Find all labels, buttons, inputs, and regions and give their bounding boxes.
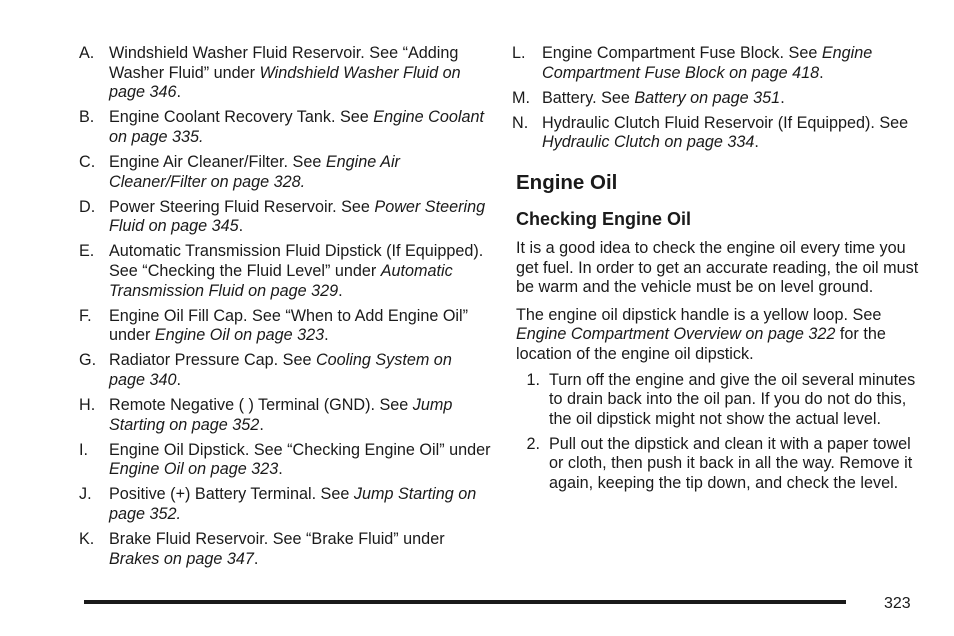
- item-body: [109, 44, 491, 103]
- item-body: [109, 153, 491, 192]
- cross-reference[interactable]: Battery on page 351: [634, 88, 781, 107]
- item-text: Battery. See: [542, 88, 635, 107]
- item-letter: [79, 242, 109, 301]
- cross-reference[interactable]: Hydraulic Clutch on page 334: [542, 133, 755, 152]
- item-after: .: [259, 415, 264, 434]
- cross-reference[interactable]: Engine Oil on page 323: [109, 460, 279, 479]
- item-body: [542, 114, 922, 153]
- item-text: Engine Coolant Recovery Tank. See: [109, 108, 374, 127]
- item-letter-text: M.: [512, 88, 530, 107]
- step-text: Pull out the dipstick and clean it with a paper towel or cloth, then push it back in all the way. Remove it again, keeping the tip down, and check the level.: [549, 434, 913, 492]
- list-item: [79, 153, 491, 192]
- item-letter: [79, 44, 109, 103]
- item-body: [109, 307, 491, 346]
- item-after: .: [238, 217, 244, 236]
- item-body: [109, 396, 491, 435]
- item-body: [109, 198, 491, 237]
- cross-reference[interactable]: Windshield Washer Fluid on page 346: [109, 63, 461, 102]
- paragraph-2: [516, 306, 922, 365]
- item-letter: [79, 198, 109, 237]
- item-letter-text: A.: [79, 44, 95, 62]
- item-letter: [79, 307, 109, 346]
- list-item: [79, 351, 491, 390]
- item-text: Remote Negative ( ) Terminal (GND). See: [109, 396, 413, 414]
- item-text: Radiator Pressure Cap. See: [109, 351, 316, 370]
- item-text: Hydraulic Clutch Fluid Reservoir (If Equipped). See: [542, 113, 909, 132]
- item-letter: [79, 351, 109, 390]
- left-column: [79, 44, 491, 575]
- item-text: Engine Oil Fill Cap. See “When to Add Engine Oil” under: [109, 306, 469, 345]
- item-body: [542, 44, 922, 83]
- item-body: [109, 242, 491, 301]
- cross-reference[interactable]: Jump Starting on page 352: [109, 396, 453, 434]
- cross-reference[interactable]: Engine Air Cleaner/Filter on page 328.: [109, 152, 400, 191]
- item-body: [542, 89, 922, 109]
- cross-reference[interactable]: Engine Oil on page 323: [154, 326, 325, 345]
- footer-rule: [84, 600, 846, 604]
- cross-reference[interactable]: Automatic Transmission Fluid on page 329: [109, 261, 453, 300]
- item-letter-text: E.: [79, 242, 95, 261]
- item-letter-text: J.: [79, 485, 92, 504]
- item-text: Positive (+) Battery Terminal. See: [109, 485, 354, 504]
- item-body: [109, 108, 491, 147]
- item-text: Engine Air Cleaner/Filter. See: [109, 152, 326, 171]
- step-number: 2.: [526, 434, 540, 453]
- paragraph-2-after: for the location of the engine oil dipstick.: [516, 325, 886, 363]
- item-letter-text: B.: [79, 108, 95, 127]
- item-after: .: [278, 460, 283, 479]
- list-item: [512, 89, 922, 109]
- cross-reference[interactable]: Cooling System on page 340: [109, 351, 452, 389]
- item-letter-text: K.: [79, 530, 95, 549]
- page-number: 323: [884, 595, 911, 612]
- item-body: [109, 351, 491, 390]
- list-item: [79, 44, 491, 103]
- item-letter: [512, 114, 542, 153]
- list-item: [79, 307, 491, 346]
- paragraph-2-text: The engine oil dipstick handle is a yellow loop. See: [516, 305, 882, 324]
- item-text: Automatic Transmission Fluid Dipstick (If Equipped). See “Checking the Fluid Level” under: [109, 242, 484, 280]
- item-after: .: [253, 549, 259, 568]
- list-item: [79, 530, 491, 569]
- section-title: Engine Oil: [516, 170, 618, 194]
- item-body: [109, 530, 491, 569]
- item-after: .: [324, 326, 329, 345]
- cross-reference[interactable]: Brakes on page 347: [109, 549, 254, 568]
- list-item: [79, 441, 491, 480]
- item-after: .: [780, 88, 785, 107]
- list-item: [79, 108, 491, 147]
- item-letter-text: I.: [79, 440, 88, 459]
- cross-reference[interactable]: Jump Starting on page 352.: [109, 485, 477, 523]
- step-item: [516, 371, 922, 430]
- cross-reference[interactable]: Engine Coolant on page 335.: [109, 108, 484, 146]
- item-letter: [79, 485, 109, 524]
- component-list-right: [512, 44, 922, 153]
- item-letter: [79, 108, 109, 147]
- item-letter-text: H.: [79, 396, 96, 414]
- item-text: Power Steering Fluid Reservoir. See: [109, 197, 375, 216]
- component-list-left: [79, 44, 491, 569]
- step-item: [516, 435, 922, 494]
- list-item: [79, 198, 491, 237]
- item-after: .: [819, 63, 824, 82]
- list-item: [79, 485, 491, 524]
- item-letter-text: C.: [79, 152, 96, 171]
- list-item: [512, 44, 922, 83]
- cross-reference[interactable]: Engine Compartment Overview on page 322: [516, 325, 836, 344]
- item-letter: [79, 530, 109, 569]
- step-text: Turn off the engine and give the oil several minutes to drain back into the oil pan. If you do not do this, the oil dipstick might not show the actual level.: [549, 370, 916, 428]
- item-letter: [79, 153, 109, 192]
- list-item: [79, 396, 491, 435]
- item-letter: [512, 89, 542, 109]
- cross-reference[interactable]: Power Steering Fluid on page 345: [109, 197, 486, 236]
- subsection-title: Checking Engine Oil: [516, 208, 692, 229]
- item-letter: [79, 396, 109, 435]
- item-text: Windshield Washer Fluid Reservoir. See “Adding Washer Fluid” under: [109, 44, 459, 82]
- item-after: .: [176, 83, 182, 102]
- item-text: Engine Oil Dipstick. See “Checking Engine Oil” under: [109, 440, 491, 459]
- item-text: Engine Compartment Fuse Block. See: [542, 44, 822, 62]
- step-number: 1.: [526, 370, 540, 389]
- item-letter-text: N.: [512, 113, 529, 132]
- right-column: [512, 44, 922, 499]
- item-after: .: [754, 133, 759, 152]
- paragraph-1: It is a good idea to check the engine oil every time you get fuel. In order to get an accurate reading, the oil must be warm and the vehicle must be on level ground.: [516, 238, 919, 297]
- item-letter-text: L.: [512, 44, 526, 62]
- list-item: [512, 114, 922, 153]
- steps-list: [516, 371, 922, 494]
- list-item: [79, 242, 491, 301]
- item-after: .: [338, 281, 343, 300]
- item-letter-text: F.: [79, 306, 92, 325]
- item-body: [109, 485, 491, 524]
- item-text: Brake Fluid Reservoir. See “Brake Fluid” under: [109, 530, 445, 549]
- item-body: [109, 441, 491, 480]
- item-after: .: [176, 370, 182, 389]
- item-letter-text: D.: [79, 197, 96, 216]
- item-letter: [512, 44, 542, 83]
- item-letter: [79, 441, 109, 480]
- item-letter-text: G.: [79, 351, 97, 370]
- cross-reference[interactable]: Engine Compartment Fuse Block on page 418: [542, 44, 873, 82]
